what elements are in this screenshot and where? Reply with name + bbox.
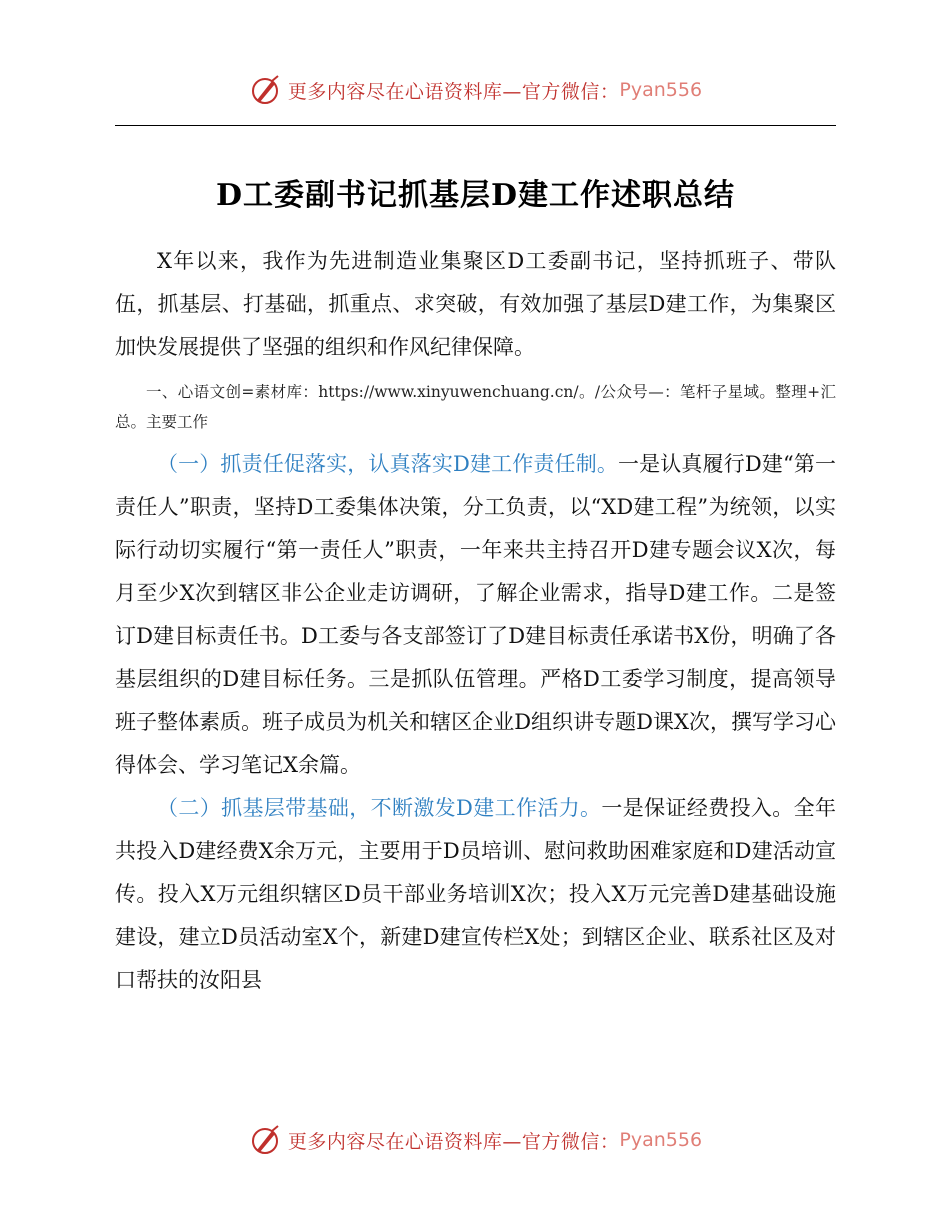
paragraph-1-lead: （一）抓责任促落实，认真落实D建工作责任制。 [157,452,618,476]
paragraph-1-text: 一是认真履行D建“第一责任人”职责，坚持D工委集体决策，分工负责，以“XD建工程”为统领，以实际行动切实履行“第一责任人”职责，一年来共主持召开D建专题会议X次，每月至少X次到辖区非公企业走访调研，了解企业需求，指导D建工作。二是签订D建目标责任书。D工委与各支部签订了D建目标责任承诺书X份，明确了各基层组织的D建目标任务。三是抓队伍管理。严格D工委学习制度，提高领导班子整体素质。班子成员为机关和辖区企业D组织讲专题D课X次，撰写学习心得体会、学习笔记X余篇。 [115,452,836,777]
quill-pen-logo-icon [248,73,282,107]
intro-paragraph: X年以来，我作为先进制造业集聚区D工委副书记，坚持抓班子、带队伍，抓基层、打基础，抓重点、求突破，有效加强了基层D建工作，为集聚区加快发展提供了坚强的组织和作风纪律保障。 [115,249,836,359]
banner-handle: Pyan556 [619,79,703,101]
paragraph-2-text: 一是保证经费投入。全年共投入D建经费X余万元，主要用于D员培训、慰问救助困难家庭和D建活动宣传。投入X万元组织辖区D员干部业务培训X次；投入X万元完善D建基础设施建设，建立D员活动室X个，新建D建宣传栏X处；到辖区企业、联系社区及对口帮扶的汝阳县 [115,796,837,992]
paragraph-2 [115,787,836,1002]
header-divider [115,125,836,126]
banner-handle: Pyan556 [619,1129,703,1151]
document-body [115,240,836,1002]
footer-banner [0,1120,950,1160]
paragraph-2-lead: （二）抓基层带基础，不断激发D建工作活力。 [157,796,602,820]
header-banner [0,70,950,110]
document-title: D工委副书记抓基层D建工作述职总结 [215,178,736,213]
banner-text: 更多内容尽在心语资料库—官方微信： [287,1130,620,1153]
paragraph-1 [115,443,836,787]
section-heading: 一、心语文创=素材库：https://www.xinyuwenchuang.cn/。/公众号—：笔杆子星域。整理+汇总。主要工作 [115,383,836,431]
banner-text: 更多内容尽在心语资料库—官方微信： [287,80,620,103]
quill-pen-logo-icon [248,1123,282,1157]
